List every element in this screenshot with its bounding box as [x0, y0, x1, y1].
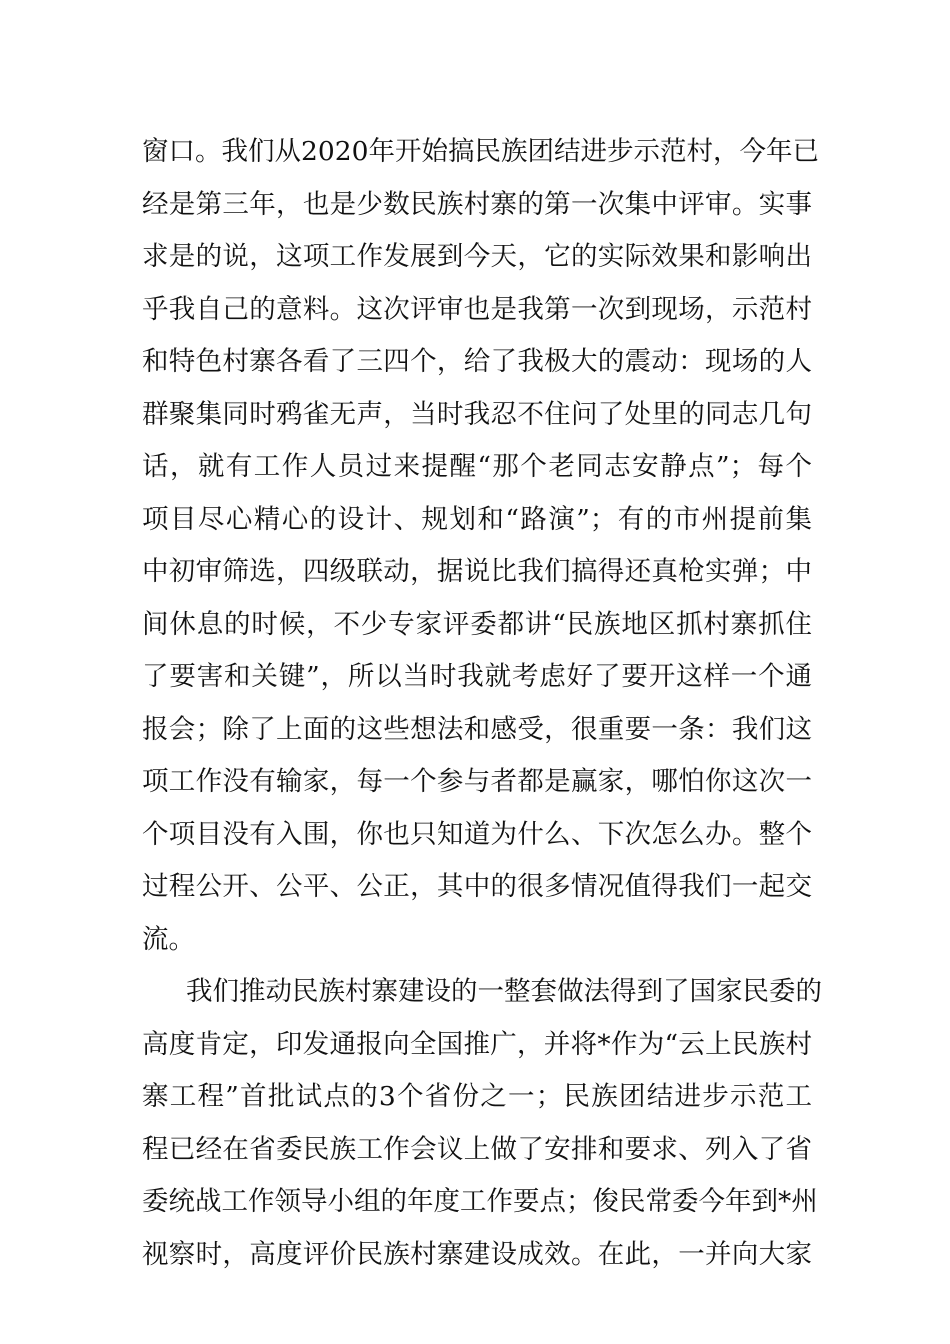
text-line: 视察时，高度评价民族村寨建设成效。在此，一并向大家	[142, 1238, 812, 1270]
text-line: 中初审筛选，四级联动，据说比我们搞得还真枪实弹；中	[142, 556, 812, 587]
text-line: 乎我自己的意料。这次评审也是我第一次到现场，示范村	[142, 293, 812, 325]
paragraph-2	[142, 966, 822, 1281]
text-line: 报会；除了上面的这些想法和感受，很重要一条：我们这	[142, 713, 812, 745]
text-line: 寨工程”首批试点的3个省份之一；民族团结进步示范工	[142, 1081, 812, 1112]
paragraph-1	[142, 126, 819, 966]
text-line: 项目尽心精心的设计、规划和“路演”；有的市州提前集	[142, 503, 812, 535]
text-line: 间休息的时候，不少专家评委都讲“民族地区抓村寨抓住	[142, 608, 812, 640]
text-line: 高度肯定，印发通报向全国推广，并将*作为“云上民族村	[142, 1028, 812, 1060]
text-line: 和特色村寨各看了三四个，给了我极大的震动：现场的人	[142, 346, 812, 377]
text-line: 经是第三年，也是少数民族村寨的第一次集中评审。实事	[142, 188, 812, 220]
text-line: 求是的说，这项工作发展到今天，它的实际效果和影响出	[142, 241, 812, 272]
text-line: 流。	[142, 923, 195, 955]
text-line: 了要害和关键”，所以当时我就考虑好了要开这样一个通	[142, 661, 812, 692]
text-line: 话，就有工作人员过来提醒“那个老同志安静点”；每个	[142, 451, 812, 482]
text-line: 项工作没有输家，每一个参与者都是赢家，哪怕你这次一	[142, 766, 812, 797]
body-text	[142, 126, 822, 1281]
text-line: 我们推动民族村寨建设的一整套做法得到了国家民委的	[186, 976, 822, 1007]
text-line: 群聚集同时鸦雀无声，当时我忍不住问了处里的同志几句	[142, 398, 812, 430]
text-line: 委统战工作领导小组的年度工作要点；俊民常委今年到*州	[142, 1186, 818, 1217]
text-line: 程已经在省委民族工作会议上做了安排和要求、列入了省	[142, 1133, 812, 1165]
text-line: 过程公开、公平、公正，其中的很多情况值得我们一起交	[142, 871, 812, 902]
text-line: 窗口。我们从2020年开始搞民族团结进步示范村，今年已	[142, 136, 819, 167]
text-line: 个项目没有入围，你也只知道为什么、下次怎么办。整个	[142, 818, 812, 850]
